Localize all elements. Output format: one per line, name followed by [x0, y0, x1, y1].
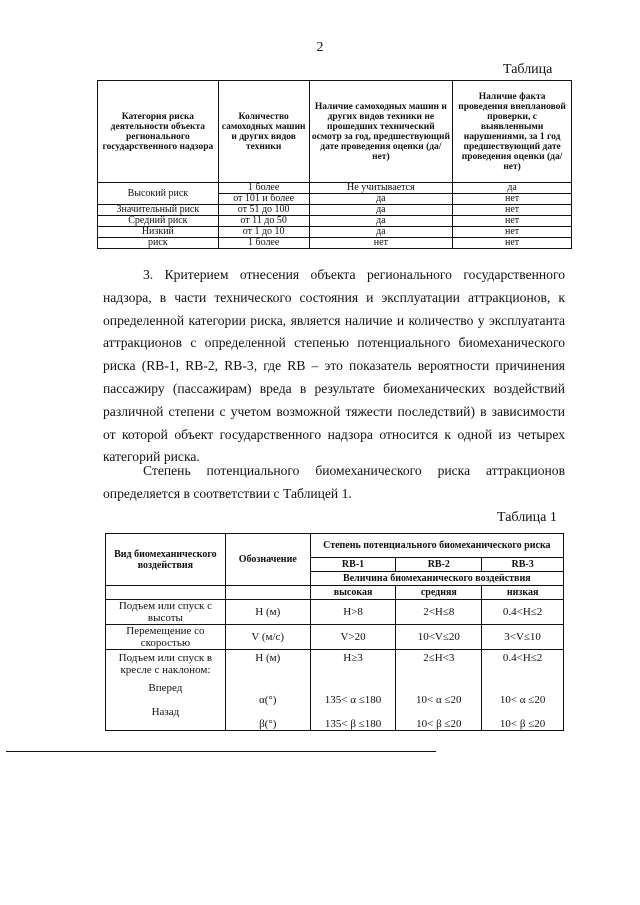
table-row — [98, 238, 572, 249]
table-cell — [482, 650, 564, 731]
column-header: Наличие факта проведения внеплановой проверки, с выявленными нарушениями, за 1 год предшествующий дате проведения оценки (да/нет) — [453, 81, 572, 183]
column-header: средняя — [396, 586, 482, 600]
cell-text: H≥3 — [343, 652, 363, 664]
table-cell: да — [309, 227, 453, 238]
table-cell — [396, 650, 482, 731]
cell-text: 10< α ≤20 — [416, 694, 462, 706]
table-cell: Низкий — [98, 227, 219, 238]
column-header: высокая — [310, 586, 396, 600]
paragraph — [103, 264, 565, 469]
cell-text: β(°) — [259, 718, 277, 730]
column-header: Величина биомеханического воздействия — [310, 572, 563, 586]
column-header: Категория риска деятельности объекта регионального государственного надзора — [98, 81, 219, 183]
column-header: Обозначение — [225, 534, 310, 586]
cell-text: Назад — [151, 706, 180, 718]
table-cell: H (м) — [225, 600, 310, 625]
table-cell: Значительный риск — [98, 205, 219, 216]
table-cell: 10<V≤20 — [396, 625, 482, 650]
table-cell: нет — [453, 227, 572, 238]
table-cell — [310, 650, 396, 731]
table-cell: нет — [453, 194, 572, 205]
table-cell: от 51 до 100 — [218, 205, 309, 216]
table-cell: Подъем или спуск с высоты — [106, 600, 226, 625]
table-cell — [225, 650, 310, 731]
table-cell: нет — [309, 238, 453, 249]
cell-text: Подъем или спуск в кресле с наклоном: — [118, 652, 213, 676]
table-row — [98, 205, 572, 216]
table-cell: 1 более — [218, 183, 309, 194]
table-cell: нет — [453, 238, 572, 249]
table-cell: от 11 до 50 — [218, 216, 309, 227]
table-cell: 2<H≤8 — [396, 600, 482, 625]
table-cell: риск — [98, 238, 219, 249]
paragraph — [103, 460, 565, 506]
paragraph-text: Степень потенциального биомеханического риска аттракционов определяется в соответствии с Таблицей 1. — [103, 463, 565, 501]
table-row — [98, 216, 572, 227]
table-cell: от 1 до 10 — [218, 227, 309, 238]
table-cell: V (м/с) — [225, 625, 310, 650]
column-header: Количество самоходных машин и других видов техники — [218, 81, 309, 183]
cell-text: 10< β ≤20 — [416, 718, 462, 730]
page-number: 2 — [316, 40, 324, 55]
cell-text: 0.4<H≤2 — [502, 652, 543, 664]
cell-text: Вперед — [148, 682, 183, 694]
table-cell — [106, 586, 226, 600]
cell-text: 10< α ≤20 — [499, 694, 546, 706]
table-cell: H>8 — [310, 600, 396, 625]
paragraph-text: 3. Критерием отнесения объекта регионального государственного надзора, в части технического состояния и эксплуатации аттракционов, к определенной категории риска, является наличие и количество у эксплуатанта аттракционов с определенной степенью потенциального биомеханического риска (RB-1, RB-2, RB-3, где RB – это показатель вероятности причинения пассажиру (пассажирам) вреда в результате биомеханических воздействий различной степени с учетом возможной тяжести последствий) в зависимости от которой объект государственного надзора относится к одной из четырех категорий риска. — [103, 267, 565, 465]
table-cell: 1 более — [218, 238, 309, 249]
column-header: RB-1 — [310, 558, 396, 572]
table-cell: 3<V≤10 — [482, 625, 564, 650]
biomechanical-risk-table — [105, 533, 564, 731]
table-row — [98, 183, 572, 194]
column-header: RB-3 — [482, 558, 564, 572]
column-header: Степень потенциального биомеханического риска — [310, 534, 563, 558]
column-header: Наличие самоходных машин и других видов техники не прошедших технический осмотр за год, предшествующий дате проведения оценки (да/нет) — [309, 81, 453, 183]
column-header: RB-2 — [396, 558, 482, 572]
table-caption: Таблица 1 — [497, 510, 557, 525]
table-row — [106, 650, 564, 731]
table-cell: Средний риск — [98, 216, 219, 227]
table-cell: Не учитывается — [309, 183, 453, 194]
table-cell: да — [309, 205, 453, 216]
table-cell: нет — [453, 216, 572, 227]
cell-text: 2≤H<3 — [423, 652, 455, 664]
table-cell: V>20 — [310, 625, 396, 650]
table-cell — [225, 586, 310, 600]
table-caption: Таблица — [503, 62, 553, 77]
cell-text: 135< β ≤180 — [324, 718, 382, 730]
table-cell: Высокий риск — [98, 183, 219, 205]
table-cell: 0.4<H≤2 — [482, 600, 564, 625]
table-cell: да — [309, 194, 453, 205]
column-header: низкая — [482, 586, 564, 600]
table-cell: Перемещение со скоростью — [106, 625, 226, 650]
bottom-rule — [6, 751, 436, 752]
table-cell: да — [309, 216, 453, 227]
cell-text: 135< α ≤180 — [324, 694, 382, 706]
table-row — [106, 600, 564, 625]
table-row — [106, 625, 564, 650]
cell-text: α(°) — [258, 694, 277, 706]
table-cell — [106, 650, 226, 731]
table-cell: да — [453, 183, 572, 194]
risk-category-table — [97, 80, 572, 249]
table-cell: нет — [453, 205, 572, 216]
table-cell: от 101 и более — [218, 194, 309, 205]
cell-text: H (м) — [255, 652, 281, 664]
table-row — [98, 227, 572, 238]
column-header: Вид биомеханического воздействия — [106, 534, 226, 586]
cell-text: 10< β ≤20 — [499, 718, 546, 730]
